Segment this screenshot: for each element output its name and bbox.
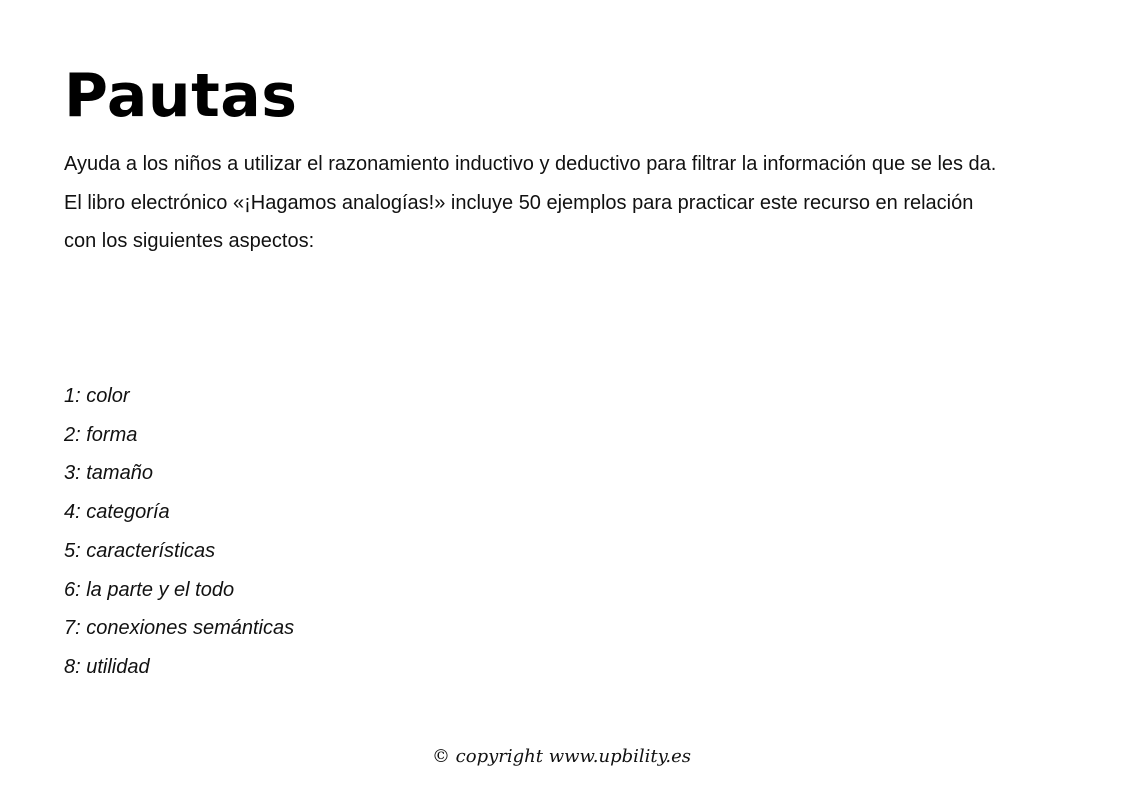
aspect-item-color: 1: color — [64, 385, 130, 407]
intro-paragraph-2: El libro electrónico «¡Hagamos analogías!» incluye 50 ejemplos para practicar este recurso en relación con los siguientes aspectos: — [64, 191, 974, 253]
aspect-item-parte-todo: 6: la parte y el todo — [64, 578, 235, 601]
intro-text — [64, 145, 1004, 261]
aspect-item-utilidad: 8: utilidad — [64, 655, 150, 678]
aspect-item-caracteristicas: 5: características — [64, 539, 216, 562]
aspects-list — [64, 377, 294, 687]
aspect-item-conexiones: 7: conexiones semánticas — [64, 617, 295, 640]
copyright-footer: © copyright www.upbility.es — [431, 746, 692, 767]
aspect-item-categoria: 4: categoría — [64, 501, 170, 524]
aspect-item-forma: 2: forma — [64, 423, 138, 446]
aspect-item-tamano: 3: tamaño — [64, 462, 153, 485]
intro-paragraph-1: Ayuda a los niños a utilizar el razonamiento inductivo y deductivo para filtrar la información que se les da. — [64, 153, 997, 175]
page-title: Pautas — [64, 61, 298, 131]
